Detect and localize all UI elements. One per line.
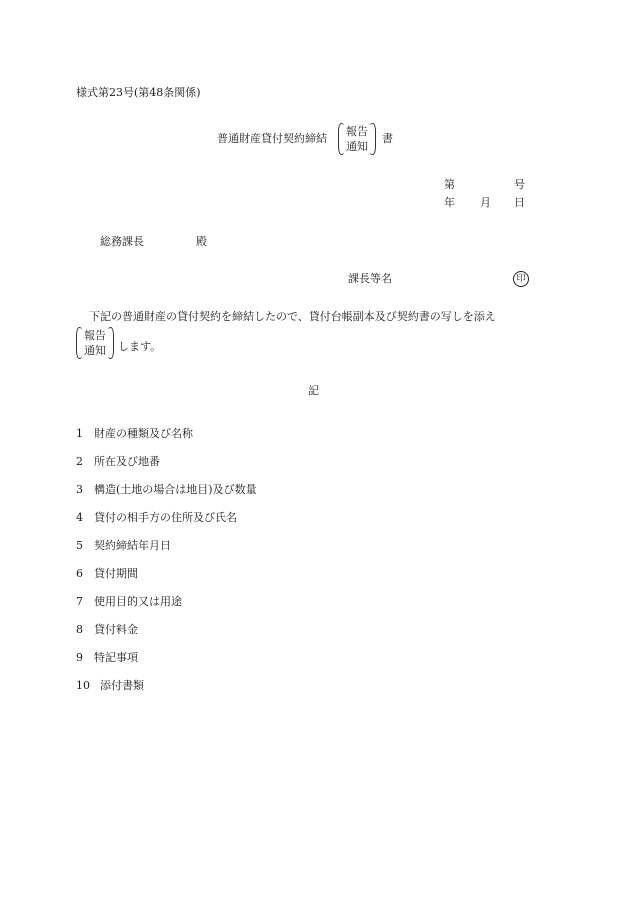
list-item: [76, 567, 138, 580]
body-line-2-suffix: します。: [118, 340, 162, 353]
item-number: 6: [76, 567, 83, 580]
list-item: [76, 483, 257, 496]
title-prefix: 普通財産貸付契約締結: [217, 132, 327, 145]
item-number: 10: [76, 679, 90, 692]
item-label: 貸付期間: [94, 567, 138, 580]
item-label: 使用目的又は用途: [94, 595, 182, 608]
body-option-report: 報告: [84, 329, 106, 342]
item-number: 2: [76, 455, 83, 468]
list-item: [76, 455, 160, 468]
item-number: 8: [76, 623, 83, 636]
item-number: 3: [76, 483, 83, 496]
doc-number-dai: 第: [444, 178, 455, 191]
list-item: [76, 679, 144, 692]
right-paren: [370, 123, 376, 155]
item-label: 契約締結年月日: [94, 539, 171, 552]
item-number: 7: [76, 595, 83, 608]
date-month: 月: [480, 196, 491, 209]
list-item: [76, 511, 237, 524]
right-paren: [108, 327, 114, 359]
date-day: 日: [514, 196, 525, 209]
list-item: [76, 623, 138, 636]
ki-heading: 記: [308, 384, 319, 397]
body-option-group: [76, 327, 114, 359]
item-number: 9: [76, 651, 83, 664]
seal-mark: 印: [513, 271, 529, 287]
item-label: 添付書類: [100, 679, 144, 692]
item-number: 1: [76, 427, 83, 440]
body-option-notify: 通知: [84, 344, 106, 357]
title-suffix: 書: [382, 132, 393, 145]
doc-number-go: 号: [514, 178, 525, 191]
list-item: [76, 595, 182, 608]
addressee-honorific: 殿: [196, 235, 207, 248]
item-label: 特記事項: [94, 651, 138, 664]
body-line-1: 下記の普通財産の貸付契約を締結したので、貸付台帳副本及び契約書の写しを添え: [89, 310, 496, 323]
date-year: 年: [444, 196, 455, 209]
title-option-report: 報告: [346, 125, 368, 138]
item-number: 4: [76, 511, 83, 524]
title-option-notify: 通知: [346, 140, 368, 153]
list-item: [76, 427, 193, 440]
title-option-group: [338, 123, 376, 155]
addressee-name: 総務課長: [100, 235, 144, 248]
form-number: 様式第23号(第48条関係): [76, 86, 201, 99]
item-label: 構造(土地の場合は地目)及び数量: [94, 483, 257, 496]
item-label: 貸付の相手方の住所及び氏名: [94, 511, 237, 524]
item-label: 財産の種類及び名称: [94, 427, 193, 440]
list-item: [76, 651, 138, 664]
item-label: 貸付料金: [94, 623, 138, 636]
list-item: [76, 539, 171, 552]
item-number: 5: [76, 539, 83, 552]
sender-label: 課長等名: [348, 272, 392, 285]
item-label: 所在及び地番: [94, 455, 160, 468]
